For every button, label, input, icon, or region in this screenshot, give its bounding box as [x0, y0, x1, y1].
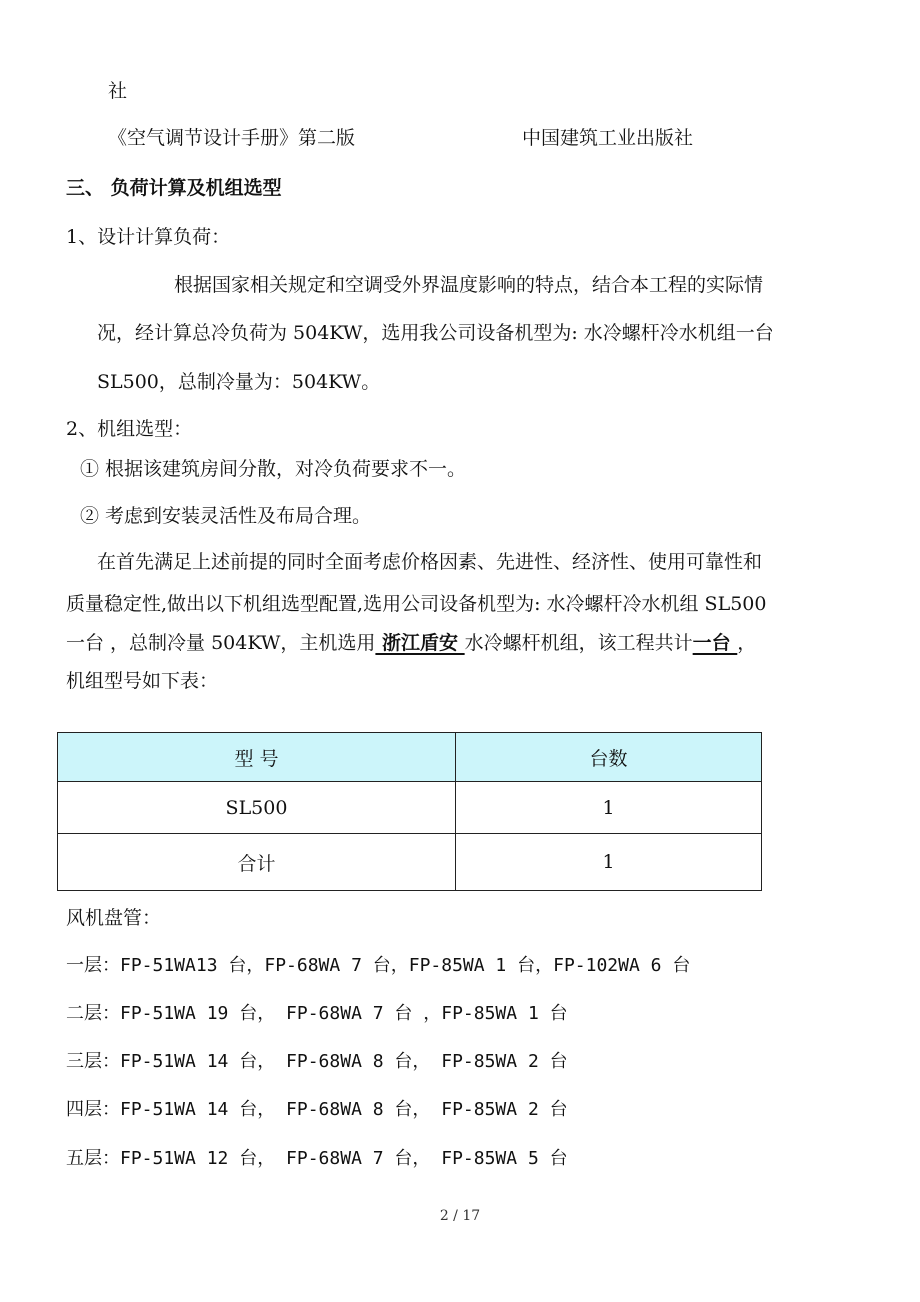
unit-total: 一台	[692, 632, 738, 654]
fan-coil-floor-3: 三层：FP-51WA 14 台， FP-68WA 8 台， FP-85WA 2 台	[66, 1051, 568, 1072]
fan-coil-floor-1: 一层：FP-51WA13 台，FP-68WA 7 台，FP-85WA 1 台，FP-102WA 6 台	[66, 955, 691, 976]
cell-total-count: 1	[456, 834, 762, 891]
subheading-design-load: 1、设计计算负荷：	[66, 226, 231, 248]
page-number: 2 / 17	[439, 1208, 481, 1224]
selection-text-b: 水冷螺杆机组，该工程共计	[464, 632, 693, 654]
list-item-1: ① 根据该建筑房间分散，对冷负荷要求不一。	[80, 458, 467, 480]
paragraph-load-line-3: SL500，总制冷量为：504KW。	[97, 371, 381, 393]
paragraph-selection-line-1: 在首先满足上述前提的同时全面考虑价格因素、先进性、经济性、使用可靠性和	[97, 551, 763, 573]
fan-coil-title: 风机盘管：	[66, 907, 162, 929]
table-row	[58, 782, 762, 834]
subheading-unit-selection: 2、机组选型：	[66, 418, 193, 440]
fan-coil-floor-4: 四层：FP-51WA 14 台， FP-68WA 8 台， FP-85WA 2 台	[66, 1099, 568, 1120]
list-item-2: ② 考虑到安装灵活性及布局合理。	[80, 505, 372, 527]
brand-name: 浙江盾安	[375, 632, 465, 654]
cell-total-label: 合计	[58, 834, 456, 891]
paragraph-load-line-1: 根据国家相关规定和空调受外界温度影响的特点，结合本工程的实际情	[174, 274, 764, 296]
paragraph-load-line-2: 况，经计算总冷负荷为 504KW，选用我公司设备机型为: 水冷螺杆冷水机组一台	[97, 322, 774, 344]
continued-text: 社	[108, 80, 128, 102]
unit-model-table	[57, 732, 762, 891]
header-model: 型 号	[58, 733, 456, 782]
reference-book: 《空气调节设计手册》第二版	[108, 127, 356, 149]
fan-coil-floor-2: 二层：FP-51WA 19 台， FP-68WA 7 台 ，FP-85WA 1 台	[66, 1003, 568, 1024]
paragraph-selection-line-4: 机组型号如下表：	[66, 670, 219, 692]
paragraph-selection-line-2: 质量稳定性,做出以下机组选型配置,选用公司设备机型为: 水冷螺杆冷水机组 SL500	[66, 593, 767, 615]
selection-text-a: 一台 ，总制冷量 504KW，主机选用	[66, 632, 376, 654]
paragraph-selection-line-3	[66, 630, 756, 656]
cell-count: 1	[456, 782, 762, 834]
header-count: 台数	[456, 733, 762, 782]
section-title: 三、 负荷计算及机组选型	[66, 177, 282, 199]
cell-model: SL500	[58, 782, 456, 834]
fan-coil-floor-5: 五层：FP-51WA 12 台， FP-68WA 7 台， FP-85WA 5 台	[66, 1148, 568, 1169]
selection-text-c: ，	[737, 632, 757, 654]
table-header-row	[58, 733, 762, 782]
reference-publisher: 中国建筑工业出版社	[522, 127, 694, 149]
table-total-row	[58, 834, 762, 891]
